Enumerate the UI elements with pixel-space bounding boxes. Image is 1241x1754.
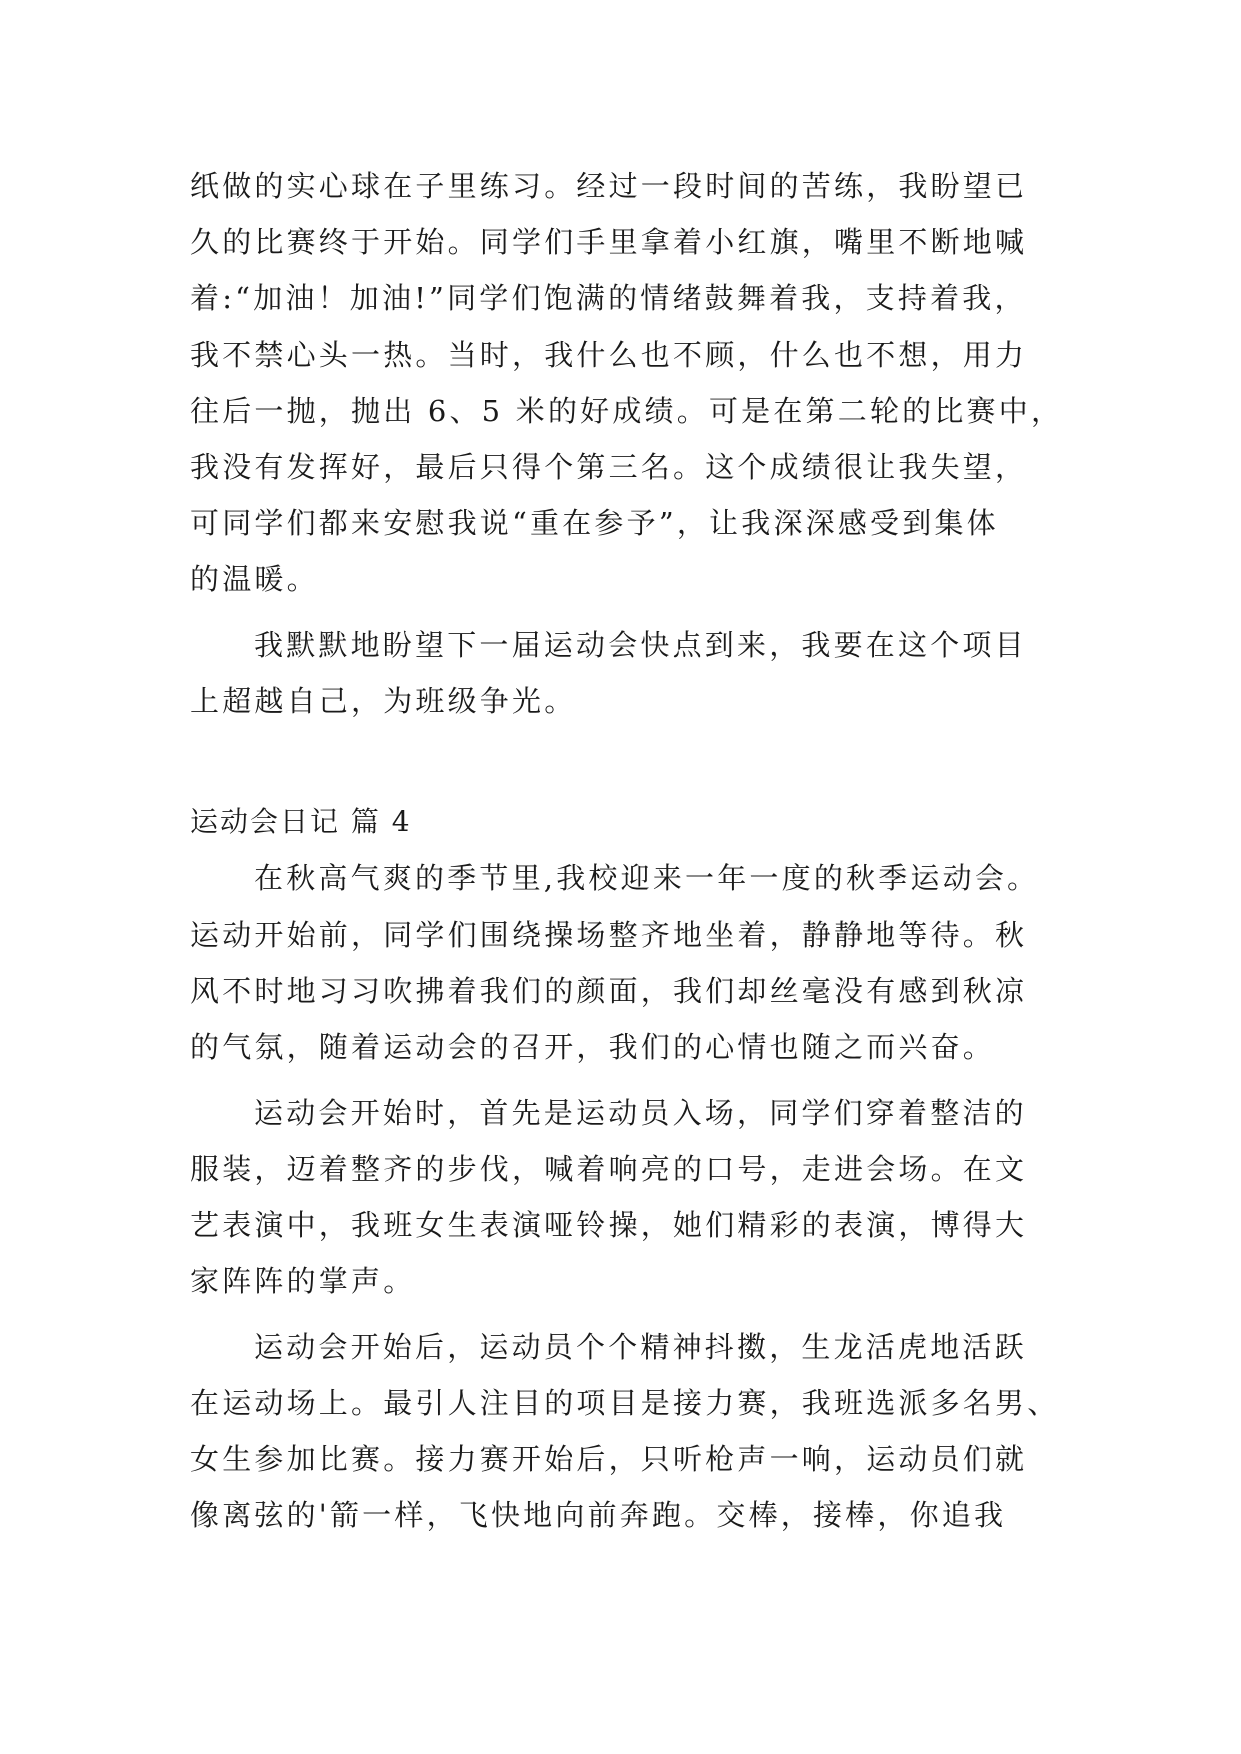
paragraph-line: 往后一抛，抛出 6、5 米的好成绩。可是在第二轮的比赛中， — [190, 394, 1064, 428]
paragraph-line: 家阵阵的掌声。 — [190, 1264, 416, 1298]
paragraph-line: 运动会开始时，首先是运动员入场，同学们穿着整洁的 — [254, 1096, 1027, 1130]
paragraph-line: 女生参加比赛。接力赛开始后，只听枪声一响，运动员们就 — [190, 1442, 1028, 1476]
paragraph-line: 我不禁心头一热。当时，我什么也不顾，什么也不想，用力 — [190, 338, 1028, 372]
paragraph-line: 着:“加油！加油!”同学们饱满的情绪鼓舞着我，支持着我， — [190, 281, 1027, 315]
paragraph-line: 可同学们都来安慰我说“重在参予”，让我深深感受到集体 — [190, 506, 999, 540]
paragraph-line: 纸做的实心球在子里练习。经过一段时间的苦练，我盼望已 — [190, 169, 1028, 203]
paragraph-line: 艺表演中，我班女生表演哑铃操，她们精彩的表演，博得大 — [190, 1208, 1028, 1242]
paragraph-line: 运动开始前，同学们围绕操场整齐地坐着，静静地等待。秋 — [190, 918, 1028, 952]
paragraph-line: 在运动场上。最引人注目的项目是接力赛，我班选派多名男、 — [190, 1386, 1060, 1420]
paragraph-line: 服装，迈着整齐的步伐，喊着响亮的口号，走进会场。在文 — [190, 1152, 1028, 1186]
paragraph-line: 运动会开始后，运动员个个精神抖擞，生龙活虎地活跃 — [254, 1330, 1027, 1364]
paragraph-line: 在秋高气爽的季节里,我校迎来一年一度的秋季运动会。 — [254, 861, 1040, 895]
paragraph-line: 上超越自己，为班级争光。 — [190, 684, 577, 718]
paragraph-line: 我没有发挥好，最后只得个第三名。这个成绩很让我失望， — [190, 450, 1028, 484]
paragraph-line: 的气氛，随着运动会的召开，我们的心情也随之而兴奋。 — [190, 1030, 996, 1064]
paragraph-line: 的温暖。 — [190, 562, 319, 596]
paragraph-line: 我默默地盼望下一届运动会快点到来，我要在这个项目 — [254, 628, 1027, 662]
section-heading: 运动会日记 篇 4 — [190, 805, 412, 838]
paragraph-line: 风不时地习习吹拂着我们的颜面，我们却丝毫没有感到秋凉 — [190, 974, 1028, 1008]
paragraph-line: 久的比赛终于开始。同学们手里拿着小红旗，嘴里不断地喊 — [190, 225, 1028, 259]
paragraph-line: 像离弦的'箭一样，飞快地向前奔跑。交棒，接棒，你追我 — [190, 1498, 1007, 1532]
